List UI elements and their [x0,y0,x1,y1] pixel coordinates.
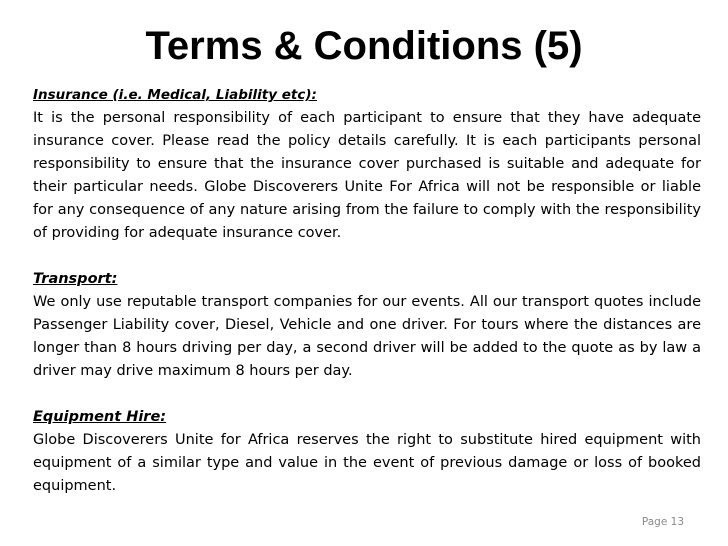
slide-title: Terms & Conditions (5) [145,24,583,68]
section-heading-equipment-hire: Equipment Hire: [33,409,167,425]
page-number: Page 13 [641,516,684,528]
section-spacer [33,383,701,406]
section-heading-insurance: Insurance (i.e. Medical, Liability etc): [33,87,317,103]
section-spacer [33,245,701,268]
section-equipment-hire [33,406,701,498]
slide-body [33,84,701,498]
section-heading-transport: Transport: [33,271,118,287]
section-transport [33,268,701,383]
section-insurance [33,84,701,245]
section-text-insurance: It is the personal responsibility of each participant to ensure that they have adequate insurance cover. Please read the policy details carefully. It is each participants personal responsibility to ensure that the insurance cover purchased is suitable and adequate for their particular needs. Globe Discoverers Unite For Africa will not be responsible or liable for any consequence of any nature arising from the failure to comply with the responsibility of providing for adequate insurance cover. [33,110,701,241]
section-text-transport: We only use reputable transport companies for our events. All our transport quotes include Passenger Liability cover, Diesel, Vehicle and one driver. For tours where the distances are longer than 8 hours driving per day, a second driver will be added to the quote as by law a driver may drive maximum 8 hours per day. [33,294,701,379]
section-text-equipment-hire: Globe Discoverers Unite for Africa reserves the right to substitute hired equipment with equipment of a similar type and value in the event of previous damage or loss of booked equipment. [33,432,701,494]
